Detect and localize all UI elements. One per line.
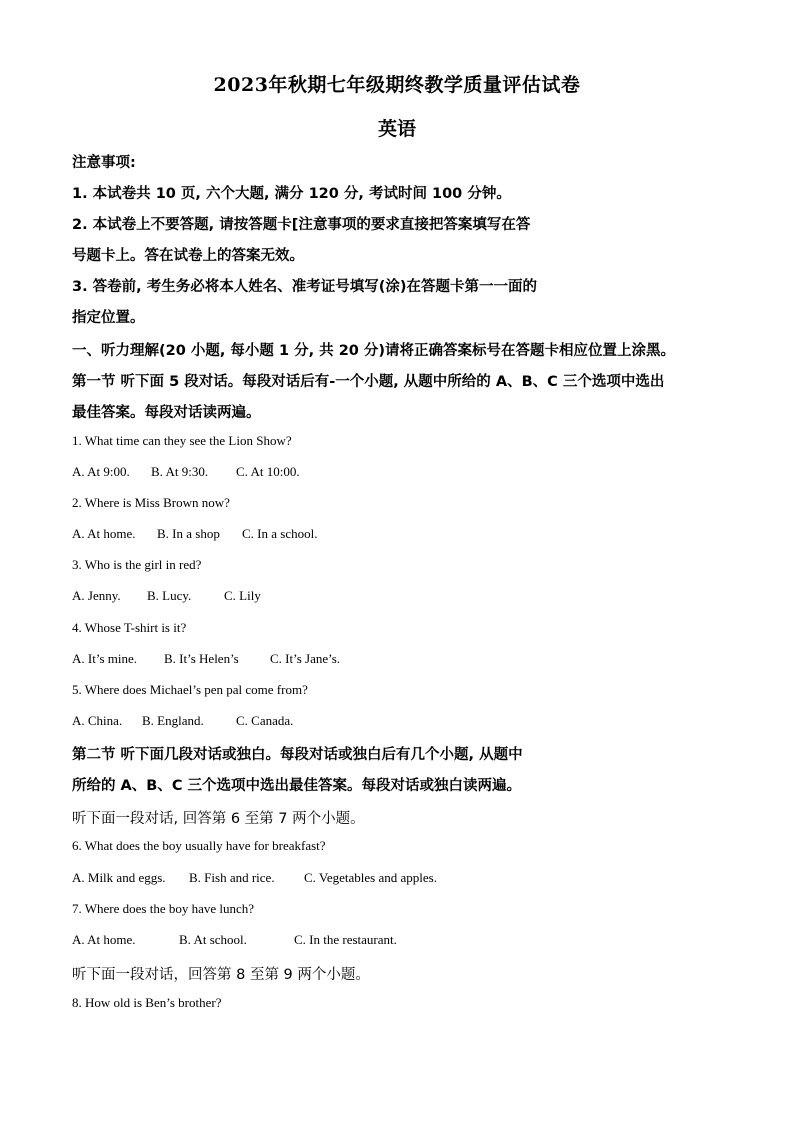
option-b: B. It’s Helen’s (164, 651, 239, 666)
option-c: C. In a school. (242, 526, 318, 541)
notice-item-2: 2. 本试卷上不要答题, 请按答题卡[注意事项的要求直接把答案填写在答 (72, 217, 531, 233)
option-a: A. At 9:00. (72, 464, 130, 479)
question-4-options (72, 651, 340, 667)
option-b: B. Lucy. (147, 588, 192, 603)
question-2-options (72, 526, 317, 542)
subject-title: 英语 (377, 118, 416, 140)
question-6-options (72, 870, 437, 886)
question-5-options (72, 713, 293, 729)
section1-line1: 第一节 听下面 5 段对话。每段对话后有-一个小题, 从题中所给的 A、B、C 三个选项中选出 (72, 374, 665, 390)
notice-item-1: 1. 本试卷共 10 页, 六个大题, 满分 120 分, 考试时间 100 分钟。 (72, 186, 511, 202)
notice-item-3: 3. 答卷前, 考生务必将本人姓名、准考证号填写(涂)在答题卡第一一面的 (72, 279, 537, 295)
question-5: 5. Where does Michael’s pen pal come from? (72, 682, 308, 697)
option-c: C. Vegetables and apples. (304, 870, 437, 885)
notice-item-3-cont: 指定位置。 (72, 310, 145, 326)
section2-line1: 第二节 听下面几段对话或独白。每段对话或独白后有几个小题, 从题中 (72, 747, 523, 763)
part1-heading: 一、听力理解(20 小题, 每小题 1 分, 共 20 分)请将正确答案标号在答题卡相应位置上涂黑。 (72, 343, 676, 359)
option-c: C. In the restaurant. (294, 932, 397, 947)
question-7-options (72, 932, 397, 948)
listening-instruction-6-7: 听下面一段对话, 回答第 6 至第 7 两个小题。 (72, 811, 365, 827)
question-3-options (72, 588, 261, 604)
option-c: C. At 10:00. (236, 464, 300, 479)
option-a: A. At home. (72, 526, 136, 541)
option-c: C. It’s Jane’s. (270, 651, 341, 666)
question-1: 1. What time can they see the Lion Show? (72, 433, 292, 448)
section1-line2: 最佳答案。每段对话读两遍。 (72, 405, 261, 421)
notice-heading: 注意事项: (72, 155, 136, 171)
option-b: B. In a shop (157, 526, 220, 541)
option-a: A. It’s mine. (72, 651, 137, 666)
question-3: 3. Who is the girl in red? (72, 557, 202, 572)
option-c: C. Canada. (236, 713, 294, 728)
option-a: A. Jenny. (72, 588, 121, 603)
page-title: 2023年秋期七年级期终教学质量评估试卷 (213, 74, 581, 96)
notice-item-2-cont: 号题卡上。答在试卷上的答案无效。 (72, 248, 304, 264)
question-6: 6. What does the boy usually have for breakfast? (72, 838, 326, 853)
option-b: B. England. (142, 713, 204, 728)
question-2: 2. Where is Miss Brown now? (72, 495, 230, 510)
option-c: C. Lily (224, 588, 261, 603)
question-8: 8. How old is Ben’s brother? (72, 995, 222, 1010)
option-a: A. At home. (72, 932, 136, 947)
option-b: B. At school. (179, 932, 247, 947)
section2-line2: 所给的 A、B、C 三个选项中选出最佳答案。每段对话或独白读两遍。 (72, 778, 522, 794)
option-a: A. China. (72, 713, 123, 728)
listening-instruction-8-9: 听下面一段对话，回答第 8 至第 9 两个小题。 (72, 967, 370, 983)
option-b: B. At 9:30. (151, 464, 209, 479)
question-4: 4. Whose T-shirt is it? (72, 620, 187, 635)
question-1-options (72, 464, 300, 480)
question-7: 7. Where does the boy have lunch? (72, 901, 255, 916)
option-b: B. Fish and rice. (189, 870, 275, 885)
option-a: A. Milk and eggs. (72, 870, 166, 885)
